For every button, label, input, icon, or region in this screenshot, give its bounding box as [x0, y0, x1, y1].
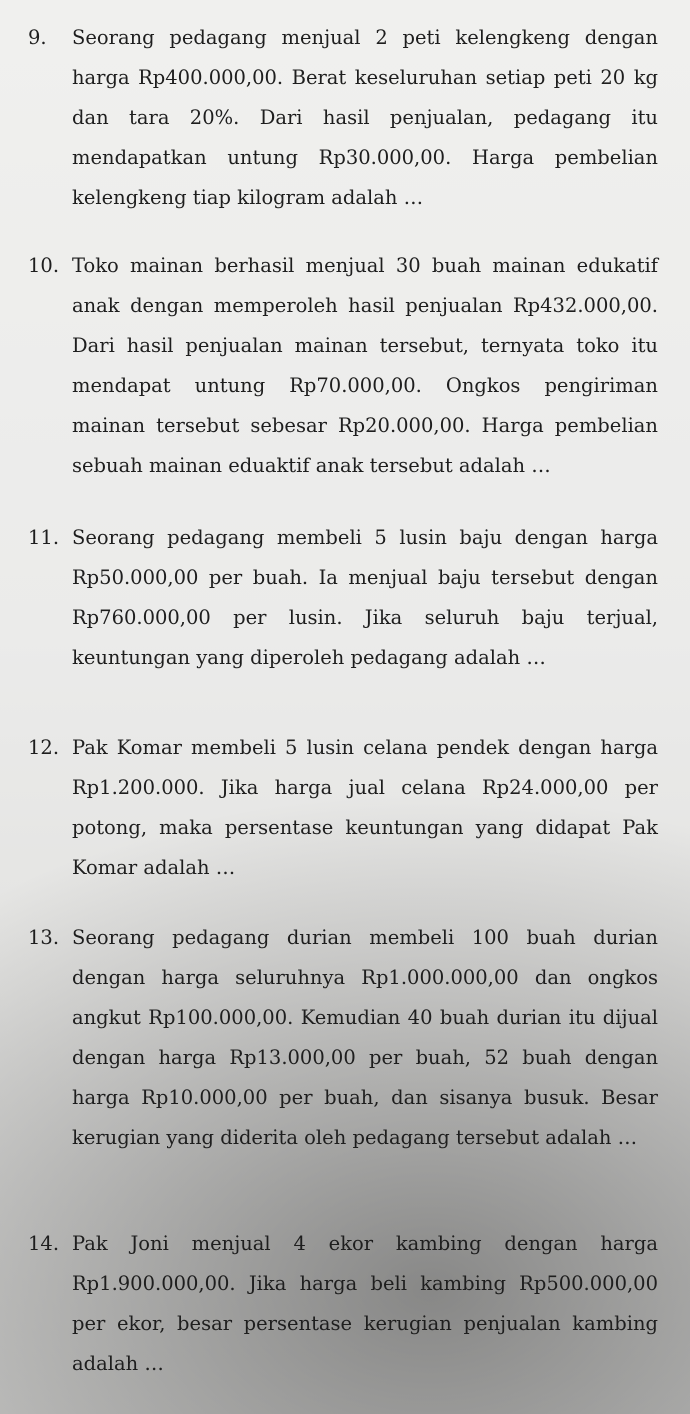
- problem-9: [28, 18, 658, 218]
- problem-number: 10.: [28, 254, 60, 277]
- problem-number: 12.: [28, 736, 60, 759]
- problem-number: 9.: [28, 26, 47, 49]
- problem-text: Seorang pedagang membeli 5 lusin baju dengan harga Rp50.000,00 per buah. Ia menjual baju tersebut dengan Rp760.000,00 per lusin. Jika seluruh baju terjual, keuntungan yang diperoleh pedagang adalah …: [72, 526, 658, 669]
- problem-text: Toko mainan berhasil menjual 30 buah mainan edukatif anak dengan memperoleh hasil penjualan Rp432.000,00. Dari hasil penjualan mainan tersebut, ternyata toko itu mendapat untung Rp70.000,00. Ongkos pengiriman mainan tersebut sebesar Rp20.000,00. Harga pembelian sebuah mainan eduaktif anak tersebut adalah …: [72, 254, 658, 477]
- problem-number: 14.: [28, 1232, 60, 1255]
- problem-13: [28, 918, 658, 1158]
- problem-14: [28, 1224, 658, 1384]
- problem-12: [28, 728, 658, 888]
- problem-text: Seorang pedagang menjual 2 peti kelengkeng dengan harga Rp400.000,00. Berat keseluruhan setiap peti 20 kg dan tara 20%. Dari hasil penjualan, pedagang itu mendapatkan untung Rp30.000,00. Harga pembelian kelengkeng tiap kilogram adalah …: [72, 26, 658, 209]
- problem-number: 11.: [28, 526, 60, 549]
- problem-10: [28, 246, 658, 486]
- problem-text: Pak Joni menjual 4 ekor kambing dengan harga Rp1.900.000,00. Jika harga beli kambing Rp500.000,00 per ekor, besar persentase kerugian penjualan kambing adalah …: [72, 1232, 658, 1375]
- problem-text: Pak Komar membeli 5 lusin celana pendek dengan harga Rp1.200.000. Jika harga jual celana Rp24.000,00 per potong, maka persentase keuntungan yang didapat Pak Komar adalah …: [72, 736, 658, 879]
- problem-number: 13.: [28, 926, 60, 949]
- problem-11: [28, 518, 658, 678]
- problem-text: Seorang pedagang durian membeli 100 buah durian dengan harga seluruhnya Rp1.000.000,00 dan ongkos angkut Rp100.000,00. Kemudian 40 buah durian itu dijual dengan harga Rp13.000,00 per buah, 52 buah dengan harga Rp10.000,00 per buah, dan sisanya busuk. Besar kerugian yang diderita oleh pedagang tersebut adalah …: [72, 926, 658, 1149]
